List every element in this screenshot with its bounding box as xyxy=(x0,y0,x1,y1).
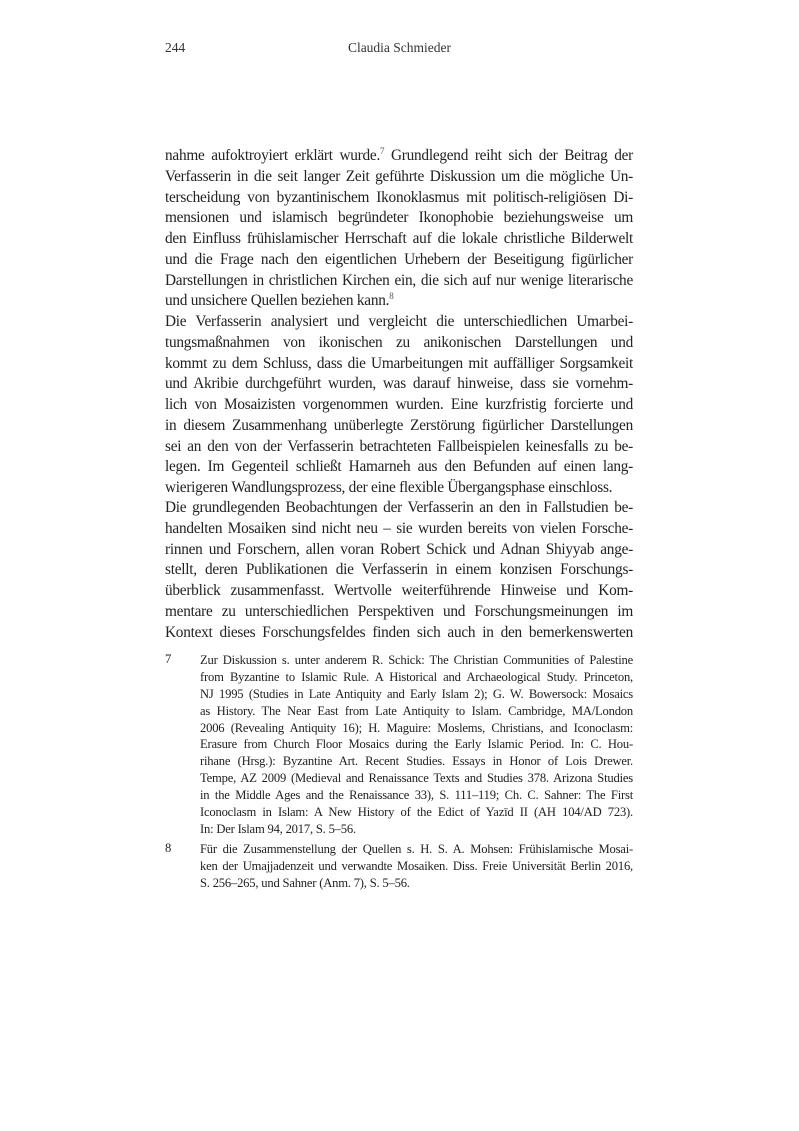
text-line: In: Der Islam 94, 2017, S. 5–56. xyxy=(200,821,356,836)
paragraph-2 xyxy=(165,312,633,499)
text-line: lich von Mosaizisten vorgenommen wurden. Eine kurzfristig forcierte und xyxy=(165,396,633,413)
running-head: Claudia Schmieder xyxy=(347,40,452,55)
text-line: rihane (Hrsg.): Byzantine Art. Recent Studies. Essays in Honor of Lois Drewer. xyxy=(200,754,633,769)
text-line: und die Frage nach den eigentlichen Urhebern der Beseitigung figürlicher xyxy=(165,250,633,268)
text-line: Zur Diskussion s. unter anderem R. Schick: The Christian Communities of Palestine xyxy=(200,653,633,667)
text-line: rinnen und Forschern, allen voran Robert Schick und Adnan Shiyyab ange- xyxy=(165,540,633,558)
page-number: 244 xyxy=(165,40,186,55)
text-line: Kontext dieses Forschungsfeldes finden sich auch in den bemerkenswerten xyxy=(165,623,633,641)
text-line: sei an den von der Verfasserin betrachteten Fallbeispielen keinesfalls zu be- xyxy=(165,437,633,455)
text-line: Iconoclasm in Islam: A New History of the Edict of Yazīd II (AH 104/AD 723). xyxy=(200,805,633,820)
text-line xyxy=(165,146,633,167)
text-line: as History. The Near East from Late Antiquity to Islam. Cambridge, MA/London xyxy=(200,703,633,718)
text-line: kommt zu dem Schluss, dass die Umarbeitungen mit auffälliger Sorgsamkeit xyxy=(165,354,633,372)
text-line: Erasure from Church Floor Mosaics during the Early Islamic Period. In: C. Hou- xyxy=(200,737,633,752)
text-line: tungsmaßnahmen von ikonischen zu anikonischen Darstellungen und xyxy=(165,333,633,351)
footnote-ref-7[interactable]: 7 xyxy=(380,146,385,156)
text-line: Darstellungen in christlichen Kirchen ein, die sich auf nur wenige literarische xyxy=(165,271,633,289)
footnote-number: 8 xyxy=(165,841,172,855)
text-line xyxy=(165,291,633,312)
text-line: NJ 1995 (Studies in Late Antiquity and Early Islam 2); G. W. Bowersock: Mosaics xyxy=(200,686,633,701)
text-line: S. 256–265, und Sahner (Anm. 7), S. 5–56. xyxy=(200,875,410,890)
footnote-ref-8[interactable]: 8 xyxy=(389,291,394,302)
paragraph-1 xyxy=(165,146,633,312)
text-line: handelten Mosaiken sind nicht neu – sie wurden bereits von vielen Forsche- xyxy=(165,519,633,537)
text-line: in the Middle Ages and the Renaissance 33), S. 111–119; Ch. C. Sahner: The First xyxy=(200,788,633,803)
paragraph-3 xyxy=(165,498,633,643)
text-line: den Einfluss frühislamischer Herrschaft auf die lokale christliche Bilderwelt xyxy=(165,230,633,247)
text-line: from Byzantine to Islamic Rule. A Historical and Archaeological Study. Princeton, xyxy=(200,669,633,684)
text-line: und Akribie durchgeführt wurden, was darauf hinweise, dass sie vornehm- xyxy=(165,375,633,393)
line-text: Grundlegend reiht sich der Beitrag der xyxy=(384,147,633,164)
text-line: überblick zusammenfasst. Wertvolle weiterführende Hinweise und Kom- xyxy=(165,582,633,599)
text-line: legen. Im Gegenteil schließt Hamarneh aus den Befunden auf einen lang- xyxy=(165,458,633,476)
footnote-number: 7 xyxy=(165,652,172,666)
text-line: terscheidung von byzantinischem Ikonoklasmus mit politisch-religiösen Di- xyxy=(165,188,633,206)
text-line: 2006 (Revealing Antiquity 16); H. Maguire: Moslems, Christians, and Iconoclasm: xyxy=(200,720,633,735)
text-line: ken der Umajjadenzeit und verwandte Mosaiken. Diss. Freie Universität Berlin 2016, xyxy=(200,858,633,873)
line-text: nahme aufoktroyiert erklärt wurde. xyxy=(165,147,381,164)
text-line: Die grundlegenden Beobachtungen der Verfasserin an den in Fallstudien be- xyxy=(165,499,633,516)
text-line: in diesem Zusammenhang unüberlegte Zerstörung figürlicher Darstellungen xyxy=(165,416,633,434)
text-line: Verfasserin in die seit langer Zeit geführte Diskussion um die mögliche Un- xyxy=(165,167,633,185)
text-line: Für die Zusammenstellung der Quellen s. H. S. A. Mohsen: Frühislamische Mosai- xyxy=(200,842,633,856)
text-line: stellt, deren Publikationen die Verfasserin in einem konzisen Forschungs- xyxy=(165,561,633,579)
text-line: wierigeren Wandlungsprozess, der eine flexible Übergangsphase einschloss. xyxy=(165,479,613,496)
line-text: und unsichere Quellen beziehen kann. xyxy=(165,292,390,310)
text-line: mentare zu unterschiedlichen Perspektiven und Forschungsmeinungen im xyxy=(165,602,633,620)
footnote-text xyxy=(200,841,633,892)
text-line: Tempe, AZ 2009 (Medieval and Renaissance Texts and Studies 378. Arizona Studies xyxy=(200,771,633,786)
text-line: mensionen und islamisch begründeter Ikonophobie beziehungsweise um xyxy=(165,209,633,227)
text-line: Die Verfasserin analysiert und vergleicht die unterschiedlichen Umarbei- xyxy=(165,313,633,330)
footnote-text xyxy=(200,652,633,838)
